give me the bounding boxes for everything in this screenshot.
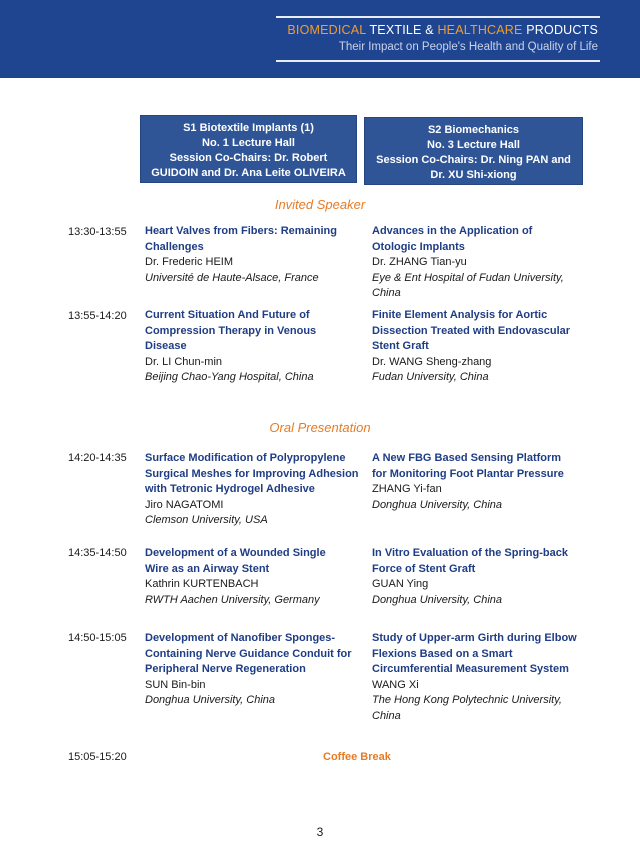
- time-slot: 14:50-15:05: [68, 632, 127, 644]
- talk-affiliation: Donghua University, China: [145, 694, 276, 706]
- header-title: [287, 23, 598, 37]
- section-title-invited: Invited Speaker: [274, 197, 366, 212]
- section-title-oral: Oral Presentation: [269, 420, 371, 435]
- time-slot: 13:30-13:55: [68, 226, 127, 238]
- session-box-s2: [364, 117, 583, 185]
- talk-title: Development of a Wounded Single Wire as an Airway Stent: [145, 547, 326, 575]
- header-title-part: PRODUCTS: [522, 23, 598, 37]
- talk-title: Current Situation And Future of Compression Therapy in Venous Disease: [145, 309, 317, 352]
- page-number: 3: [316, 825, 324, 839]
- talk-affiliation: The Hong Kong Polytechnic University, China: [372, 694, 562, 722]
- talk-speaker: Dr. LI Chun-min: [145, 355, 223, 368]
- talk-speaker: Dr. ZHANG Tian-yu: [372, 256, 467, 268]
- talk-right: [372, 224, 594, 302]
- talk-right: [372, 451, 594, 513]
- talk-affiliation: Beijing Chao-Yang Hospital, China: [145, 371, 314, 383]
- talk-affiliation: Université de Haute-Alsace, France: [145, 271, 319, 284]
- talk-speaker: GUAN Ying: [372, 578, 429, 590]
- header-title-part: HEALTHCARE: [437, 23, 523, 37]
- talk-affiliation: RWTH Aachen University, Germany: [145, 593, 320, 606]
- talk-left: [145, 451, 367, 529]
- header-banner: [0, 0, 640, 78]
- time-slot: 14:35-14:50: [68, 547, 127, 559]
- talk-left: [145, 224, 367, 286]
- header-title-part: TEXTILE &: [366, 23, 438, 37]
- talk-speaker: SUN Bin-bin: [145, 678, 206, 691]
- talk-affiliation: Donghua University, China: [372, 593, 503, 606]
- coffee-break-label: Coffee Break: [323, 751, 391, 763]
- talk-speaker: WANG Xi: [372, 678, 419, 691]
- session-line: S2 Biomechanics: [427, 124, 520, 136]
- talk-speaker: Kathrin KURTENBACH: [145, 578, 259, 590]
- session-line: S1 Biotextile Implants (1): [183, 122, 314, 134]
- talk-affiliation: Clemson University, USA: [145, 514, 268, 526]
- talk-speaker: ZHANG Yi-fan: [372, 483, 442, 495]
- talk-right: [372, 631, 594, 724]
- header-subtitle: Their Impact on People's Health and Quality of Life: [338, 41, 598, 53]
- talk-title: Finite Element Analysis for Aortic Dissection Treated with Endovascular Stent Graft: [372, 309, 571, 352]
- session-line: Dr. XU Shi-xiong: [430, 169, 517, 181]
- header-rule-bottom: [276, 60, 600, 62]
- talk-left: [145, 631, 367, 709]
- time-slot-break: 15:05-15:20: [68, 751, 127, 763]
- session-line: No. 3 Lecture Hall: [427, 139, 520, 151]
- talk-speaker: Dr. WANG Sheng-zhang: [372, 355, 492, 368]
- time-slot: 13:55-14:20: [68, 310, 127, 322]
- session-line: Session Co-Chairs: Dr. Ning PAN and: [376, 154, 571, 166]
- talk-affiliation: Donghua University, China: [372, 498, 503, 511]
- talk-speaker: Jiro NAGATOMI: [145, 498, 224, 511]
- talk-affiliation: Eye & Ent Hospital of Fudan University, China: [372, 271, 564, 299]
- talk-title: Heart Valves from Fibers: Remaining Challenges: [145, 225, 337, 253]
- talk-left: [145, 546, 367, 608]
- talk-left: [145, 308, 367, 386]
- session-box-s1: [140, 115, 357, 183]
- time-slot: 14:20-14:35: [68, 452, 127, 464]
- talk-right: [372, 546, 594, 608]
- talk-affiliation: Fudan University, China: [372, 371, 489, 383]
- header-title-part: BIOMEDICAL: [287, 23, 366, 37]
- talk-title: Development of Nanofiber Sponges-Containing Nerve Guidance Conduit for Peripheral Nerve Regeneration: [145, 632, 352, 675]
- talk-title: Advances in the Application of Otologic Implants: [372, 225, 533, 253]
- talk-title: Study of Upper-arm Girth during Elbow Flexions Based on a Smart Circumferential Measurement System: [372, 632, 577, 675]
- session-line: GUIDOIN and Dr. Ana Leite OLIVEIRA: [151, 167, 346, 179]
- talk-title: A New FBG Based Sensing Platform for Monitoring Foot Plantar Pressure: [372, 452, 564, 480]
- talk-right: [372, 308, 594, 386]
- session-line: No. 1 Lecture Hall: [202, 137, 295, 149]
- session-line: Session Co-Chairs: Dr. Robert: [169, 152, 328, 164]
- talk-title: In Vitro Evaluation of the Spring-back Force of Stent Graft: [372, 547, 568, 575]
- talk-title: Surface Modification of Polypropylene Surgical Meshes for Improving Adhesion with Tetronic Hydrogel Adhesive: [145, 452, 359, 495]
- talk-speaker: Dr. Frederic HEIM: [145, 256, 234, 268]
- header-rule-top: [276, 16, 600, 18]
